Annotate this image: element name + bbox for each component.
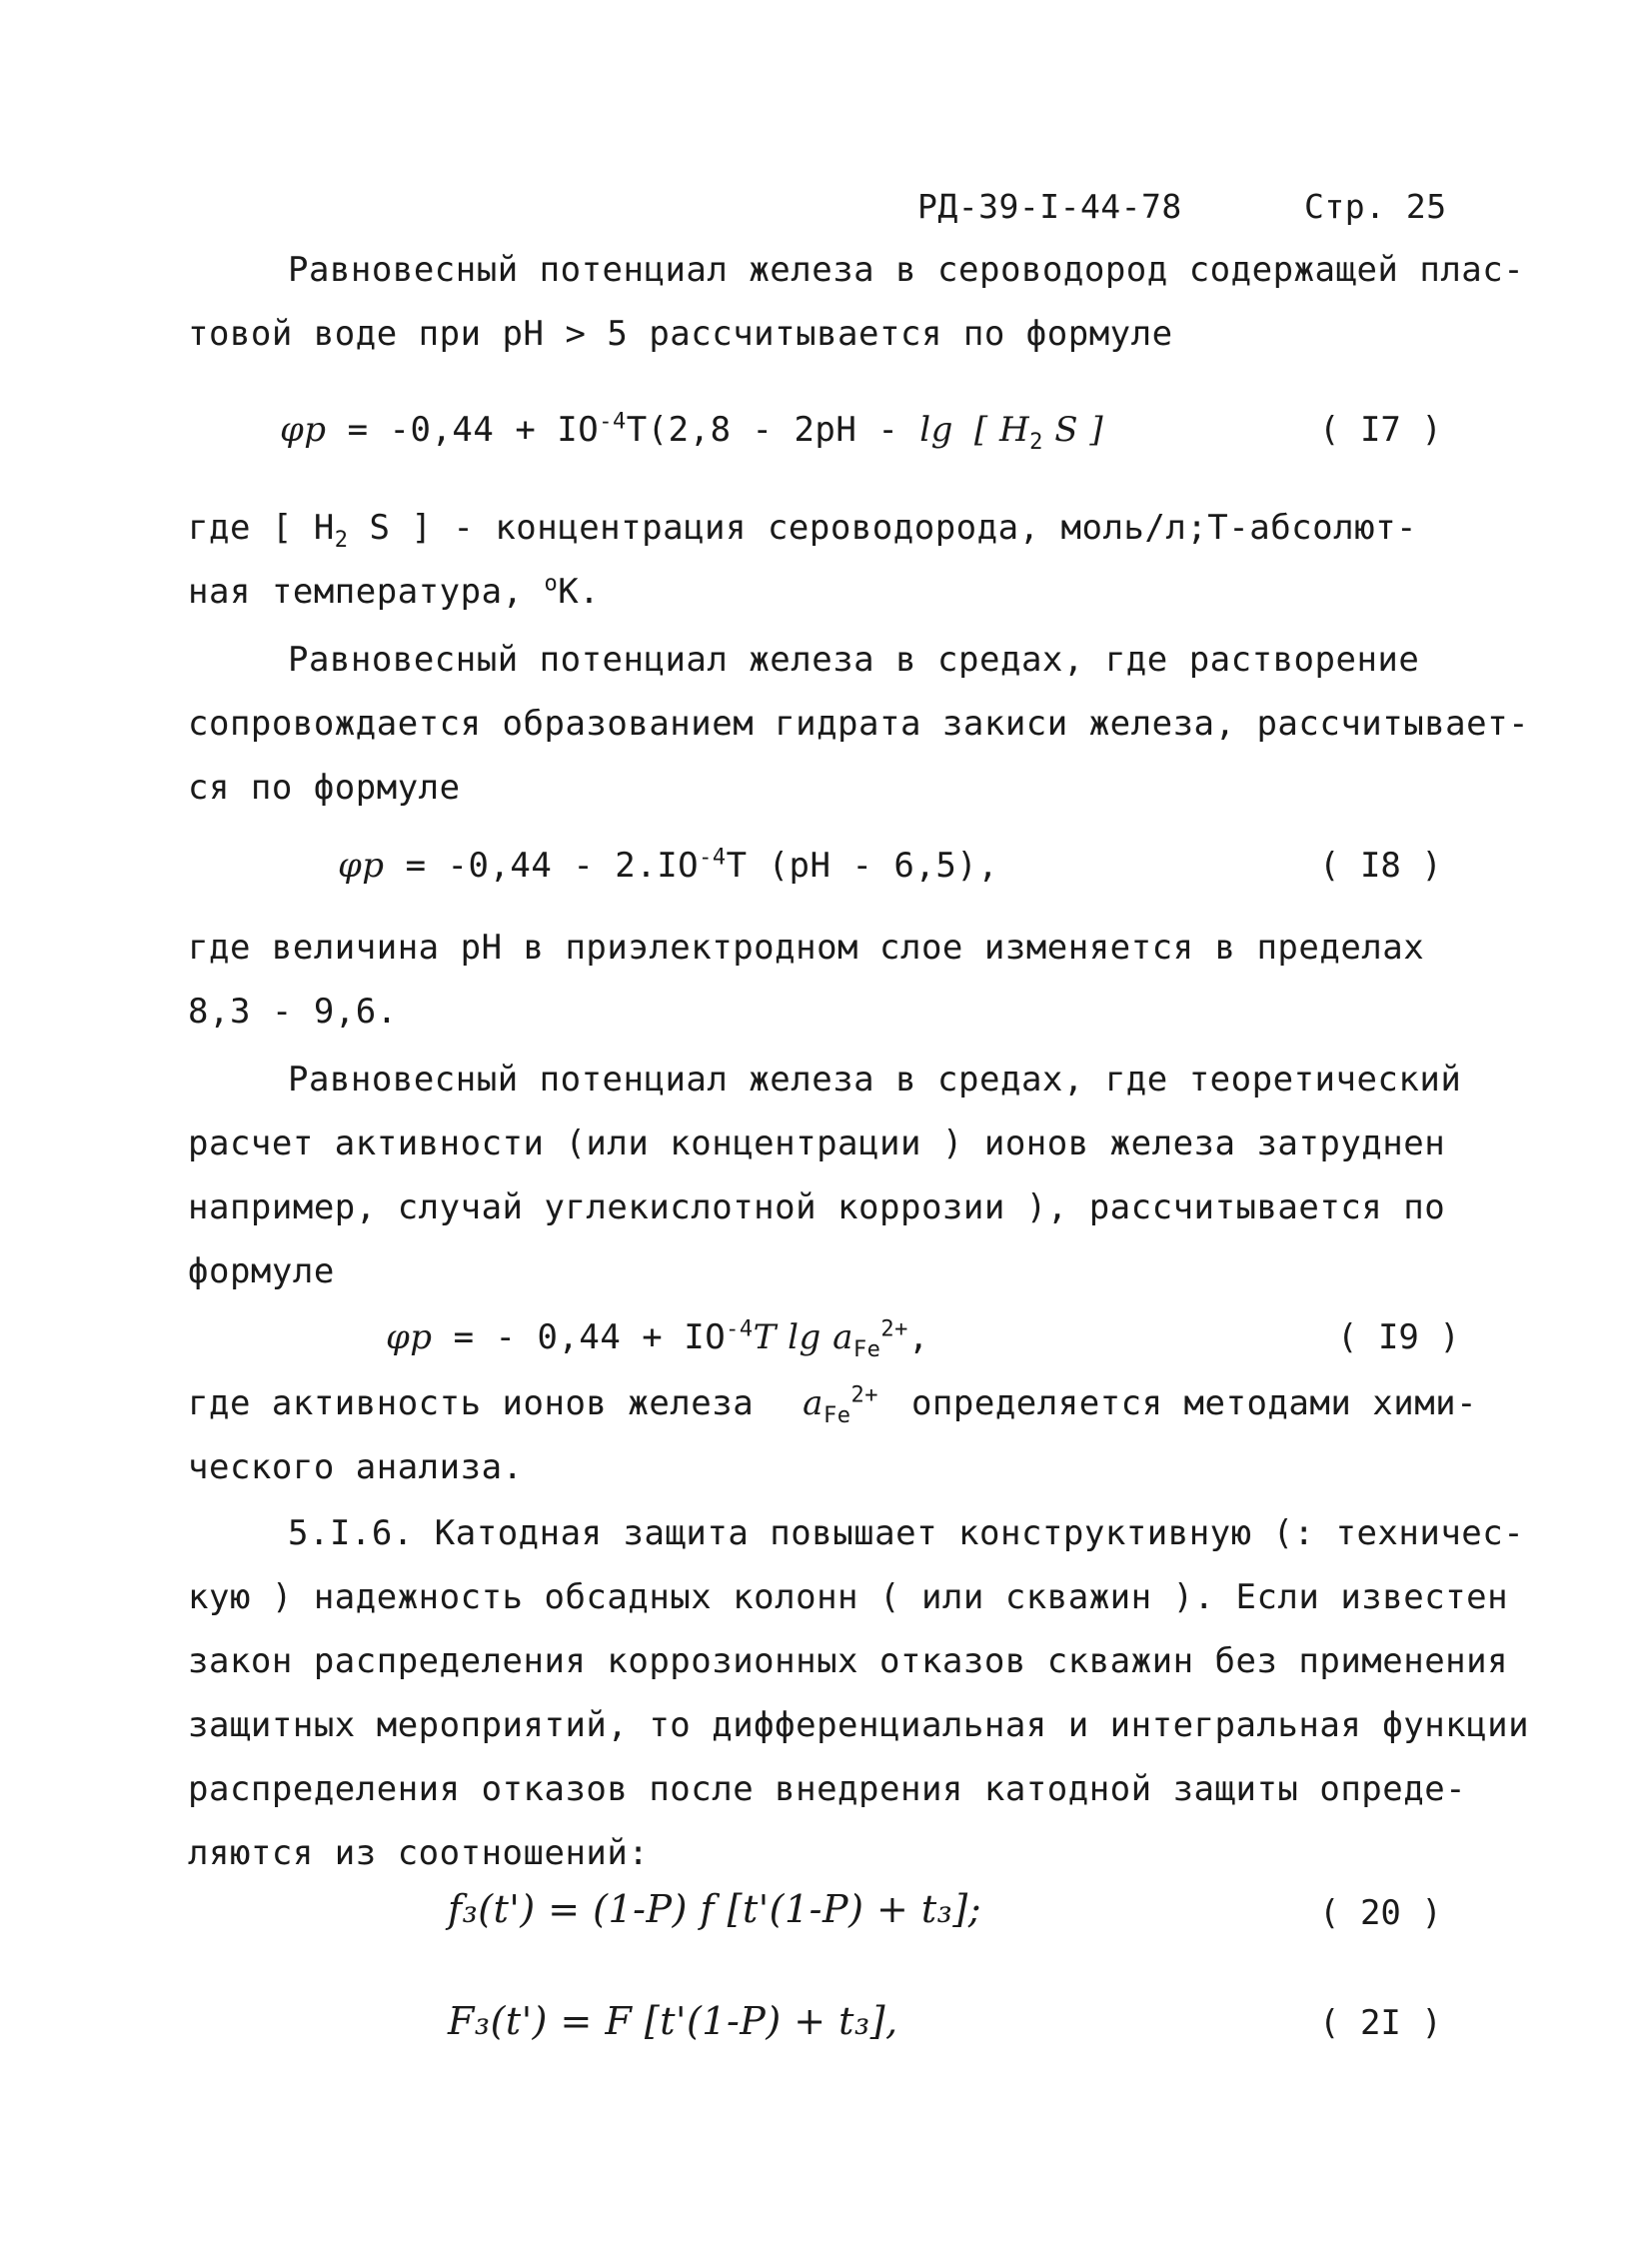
text-line: ся по формуле [188,768,461,808]
equation-number: ( I9 ) [1337,1317,1460,1357]
text-line: ческого анализа. [188,1447,524,1487]
equation-21: F₃(t') = F [t'(1-P) + t₃], [448,1999,898,2043]
text-line: Равновесный потенциал железа в сероводород содержащей плас- [288,250,1525,290]
text-line: где [ $H_2$ S ] - концентрация сероводорода, моль/л;T-абсолют- [188,508,1418,553]
text-line: Равновесный потенциал железа в средах, где растворение [288,640,1420,680]
text-line: где величина pH в приэлектродном слое изменяется в пределах [188,928,1425,968]
text-line: формуле [188,1251,335,1291]
equation-20: f₃(t') = (1-P) f [t'(1-P) + t₃]; [448,1887,982,1931]
text-line: ная температура, $^o$K. [188,571,601,612]
text-line: например, случай углекислотной коррозии ), рассчитывается по [188,1187,1446,1227]
equation-18: $\varphi p = -0,44 - 2.IO^{-4}T$ (pH - 6,5), [338,845,999,886]
document-code: РД-39-I-44-78 [917,187,1182,226]
equation-19: φp = - $0,44 + IO^{-4}T$ $\lg a_{Fe}^{2+}$, [386,1316,929,1362]
equation-number: ( 20 ) [1319,1893,1442,1933]
text-line: защитных мероприятий, то дифференциальная и интегральная функции [188,1705,1530,1745]
equation-number: ( I8 ) [1319,846,1442,886]
phi-symbol: φp [280,410,327,450]
text-line: распределения отказов после внедрения катодной защиты опреде- [188,1769,1467,1809]
text-line: ляются из соотношений: [188,1833,650,1873]
page-number: Стр. 25 [1304,187,1447,226]
equation-number: ( 2I ) [1319,2003,1442,2043]
equation-number: ( I7 ) [1319,410,1442,450]
text-line: 5.I.6. Катодная защита повышает конструктивную (: техничес- [288,1513,1525,1553]
text-line: сопровождается образованием гидрата закиси железа, рассчитывает- [188,704,1530,744]
text-line: товой воде при pH > 5 рассчитывается по формуле [188,314,1173,354]
phi-symbol: φp [338,846,385,886]
phi-symbol: φp [386,1317,433,1357]
text-line: расчет активности (или концентрации ) ионов железа затруднен [188,1123,1446,1163]
text-line: Равновесный потенциал железа в средах, где теоретический [288,1060,1462,1100]
text-line: 8,3 - 9,6. [188,992,398,1032]
text-line: закон распределения коррозионных отказов скважин без применения [188,1641,1509,1681]
equation-17: $\varphi p = -0,44 + IO^{-4}T(2,8 - 2pH - \lg$ [ $H_2$ S ] [280,409,1104,455]
text-line: кую ) надежность обсадных колонн ( или скважин ). Если известен [188,1577,1509,1617]
text-line: где активность ионов железа $a_{Fe}^{2+}$ определяется методами хими- [188,1382,1478,1428]
